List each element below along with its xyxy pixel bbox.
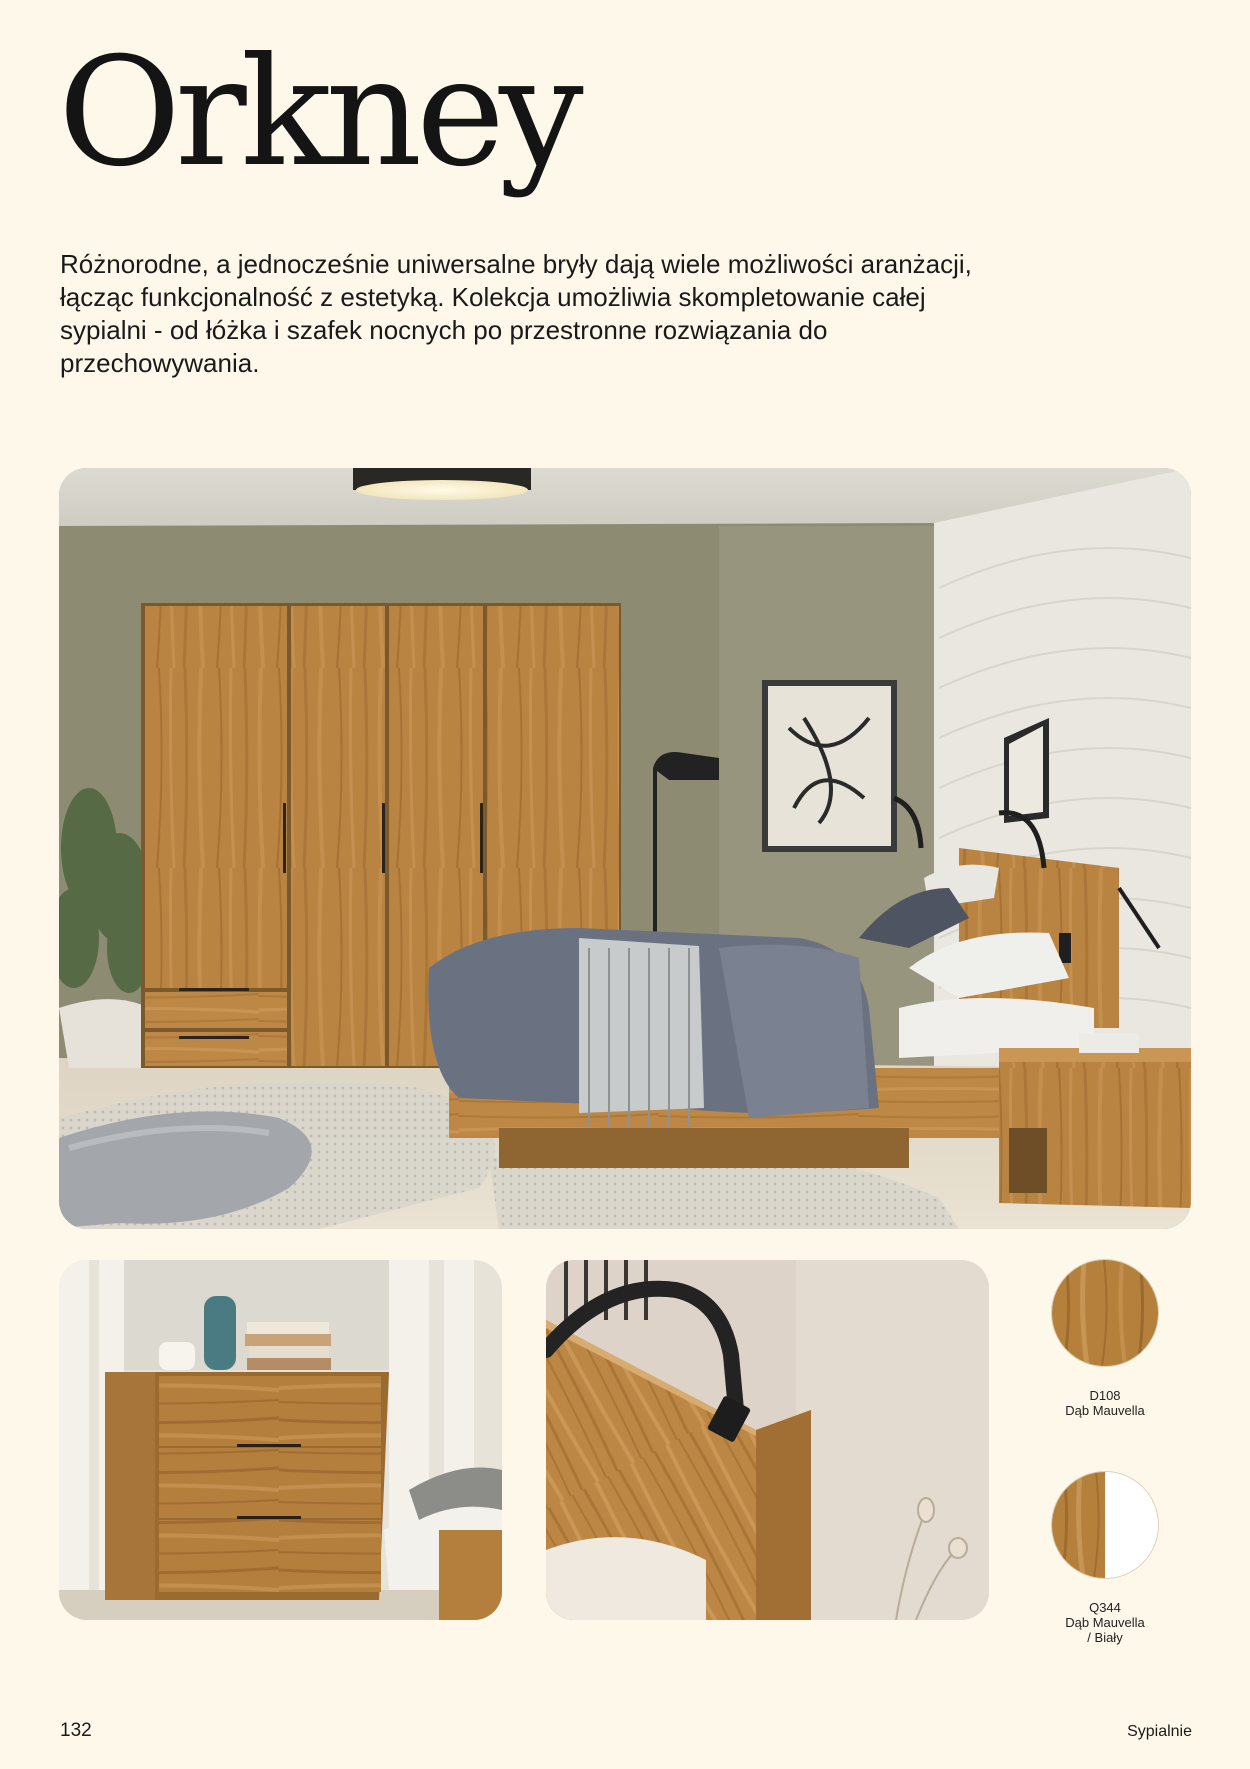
section-name: Sypialnie <box>1127 1723 1192 1740</box>
headboard-detail-photo <box>546 1260 989 1620</box>
finish-swatch-circle <box>1052 1260 1158 1366</box>
finish-swatch-d108 <box>1035 1260 1175 1418</box>
finish-swatch-circle <box>1052 1472 1158 1578</box>
collection-description: Różnorodne, a jednocześnie uniwersalne bryły dają wiele możliwości aranżacji, łącząc funkcjonalność z estetyką. Kolekcja umożliwia skompletowanie całej sypialni - od łóżka i szafek nocnych po przestronne rozwiązania do przechowywania. <box>60 249 972 378</box>
finish-code: Q344 <box>1089 1600 1121 1615</box>
collection-title: Orkney <box>58 26 578 200</box>
finish-name: Dąb Mauvella <box>1065 1615 1145 1630</box>
page-number: 132 <box>60 1720 92 1741</box>
finish-swatch-q344 <box>1035 1472 1175 1645</box>
bedroom-photo <box>59 468 1191 1229</box>
finish-code: D108 <box>1089 1388 1121 1403</box>
finish-name: Dąb Mauvella <box>1065 1403 1145 1418</box>
dresser-photo <box>59 1260 502 1620</box>
finish-name-secondary: / Biały <box>1087 1630 1123 1645</box>
